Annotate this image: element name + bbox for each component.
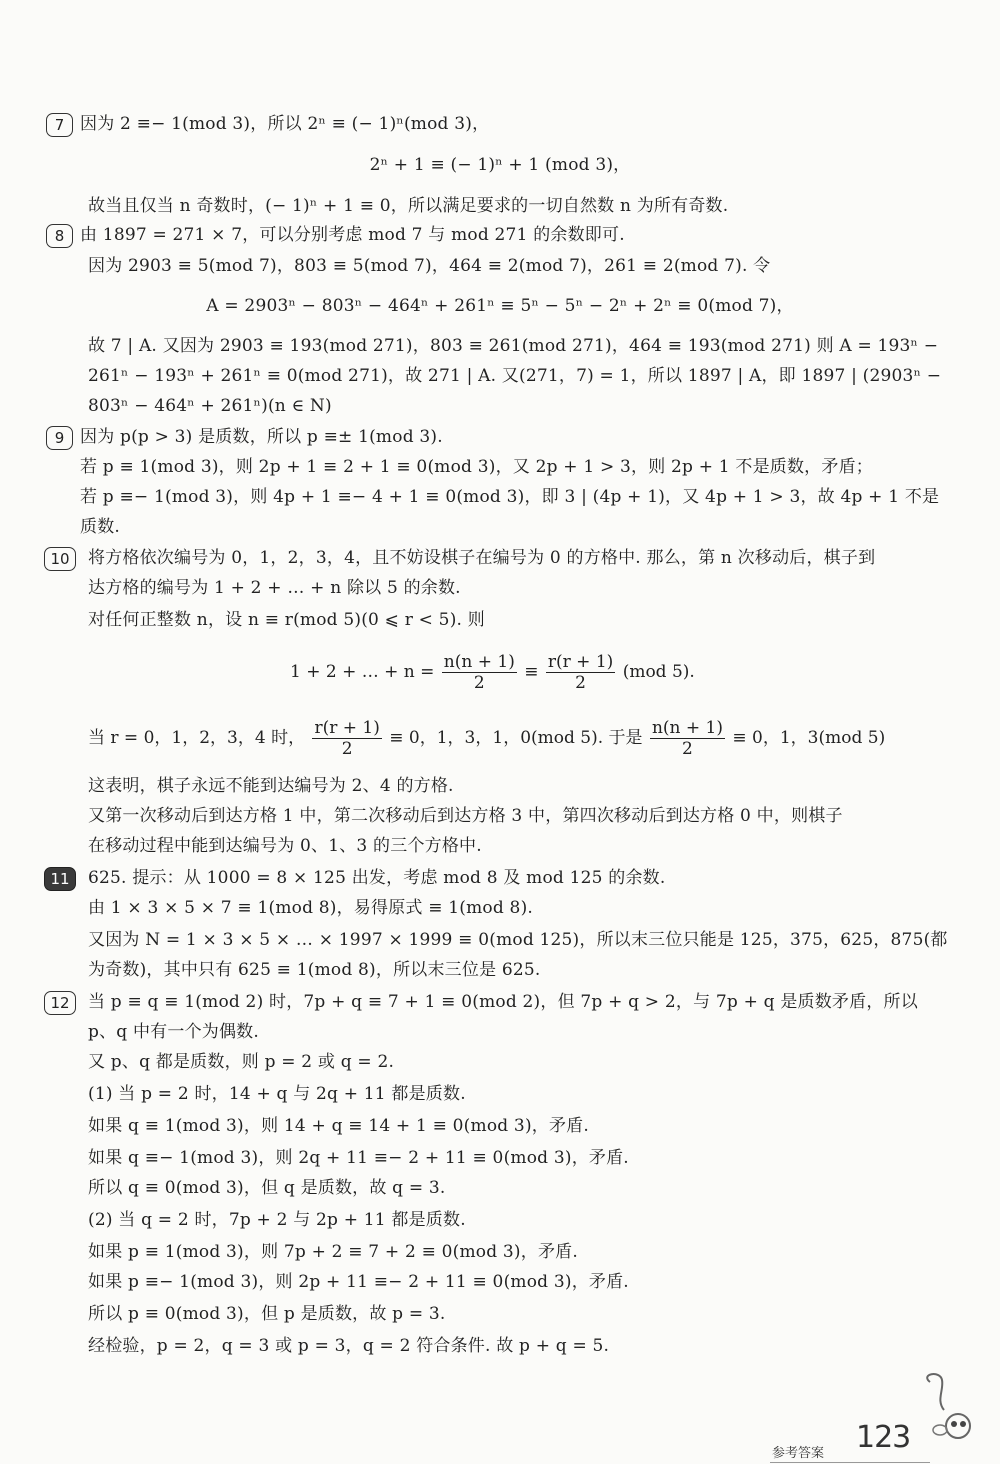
q11-line-1: 625. 提示：从 1000 = 8 × 125 出发，考虑 mod 8 及 mod 125 的余数. [88,868,666,888]
fraction [546,652,615,693]
q12-line-7: 所以 q ≡ 0(mod 3)，但 q 是质数，故 q = 3. [88,1178,446,1198]
q10-line-5: 这表明，棋子永远不能到达编号为 2、4 的方格. [88,776,454,796]
q8-line-2: 因为 2903 ≡ 5(mod 7)，803 ≡ 5(mod 7)，464 ≡ 2(mod 7)，261 ≡ 2(mod 7). 令 [88,256,771,276]
fraction-numerator: r(r + 1) [547,652,614,672]
fraction-numerator: r(r + 1) [314,718,380,738]
fraction [650,718,725,759]
q10-sum-equation [290,652,695,693]
q12-line-9: 如果 p ≡ 1(mod 3)，则 7p + 2 ≡ 7 + 2 ≡ 0(mod 3)，矛盾. [88,1242,578,1262]
fraction [312,718,381,759]
question-number-badge: 12 [44,991,76,1015]
q12-line-5: 如果 q ≡ 1(mod 3)，则 14 + q ≡ 14 + 1 ≡ 0(mod 3)，矛盾. [88,1116,589,1136]
q9-line-2: 若 p ≡ 1(mod 3)，则 2p + 1 ≡ 2 + 1 ≡ 0(mod 3)，又 2p + 1 > 3，则 2p + 1 不是质数，矛盾； [80,457,873,477]
q12-line-10: 如果 p ≡− 1(mod 3)，则 2p + 11 ≡− 2 + 11 ≡ 0(mod 3)，矛盾. [88,1272,629,1292]
q8-line-1: 由 1897 = 271 × 7，可以分别考虑 mod 7 与 mod 271 的余数即可. [80,225,625,245]
footer-divider [770,1462,930,1463]
q12-line-12: 经检验，p = 2，q = 3 或 p = 3，q = 2 符合条件. 故 p + q = 5. [88,1336,610,1356]
q12-line-8: (2) 当 q = 2 时，7p + 2 与 2p + 11 都是质数. [88,1210,466,1230]
q8-line-5: 803ⁿ − 464ⁿ + 261ⁿ)(n ∈ N) [88,396,332,416]
page-number: 123 [856,1420,911,1455]
q8-line-4: 261ⁿ − 193ⁿ + 261ⁿ ≡ 0(mod 271)，故 271 | A. 又(271，7) = 1，所以 1897 | A，即 1897 | (2903ⁿ − [88,366,942,386]
q12-line-1: 当 p ≡ q ≡ 1(mod 2) 时，7p + q ≡ 7 + 1 ≡ 0(mod 2)，但 7p + q > 2，与 7p + q 是质数矛盾，所以 [88,992,918,1012]
question-number-badge: 7 [46,113,73,137]
q9-line-1: 因为 p(p > 3) 是质数，所以 p ≡± 1(mod 3). [80,427,443,447]
equation-text: 当 r = 0，1，2，3，4 时， [88,728,306,748]
q10-line-3: 对任何正整数 n，设 n ≡ r(mod 5)(0 ⩽ r < 5). 则 [88,610,485,630]
question-number-badge: 11 [44,867,76,891]
fraction-denominator: 2 [575,673,586,693]
q11-line-3: 又因为 N = 1 × 3 × 5 × … × 1997 × 1999 ≡ 0(mod 125)，所以末三位只能是 125，375，625，875(都 [88,930,948,950]
q8-line-3: 故 7 | A. 又因为 2903 ≡ 193(mod 271)，803 ≡ 261(mod 271)，464 ≡ 193(mod 271) 则 A = 193ⁿ − [88,336,939,356]
fraction-denominator: 2 [341,739,353,759]
q10-line-1: 将方格依次编号为 0，1，2，3，4，且不妨设棋子在编号为 0 的方格中. 那么，第 n 次移动后，棋子到 [88,548,876,568]
q10-residue-line [88,718,885,759]
equation-text: (mod 5). [622,662,695,682]
q8-equation: A = 2903ⁿ − 803ⁿ − 464ⁿ + 261ⁿ ≡ 5ⁿ − 5ⁿ − 2ⁿ + 2ⁿ ≡ 0(mod 7)， [206,296,794,316]
q7-line-2: 故当且仅当 n 奇数时，(− 1)ⁿ + 1 ≡ 0，所以满足要求的一切自然数 n 为所有奇数. [88,196,729,216]
q12-line-4: (1) 当 p = 2 时，14 + q 与 2q + 11 都是质数. [88,1084,466,1104]
q7-equation: 2ⁿ + 1 ≡ (− 1)ⁿ + 1 (mod 3)， [369,155,631,175]
question-number-badge: 9 [46,426,73,450]
question-number-badge: 10 [44,547,76,571]
q10-line-2: 达方格的编号为 1 + 2 + … + n 除以 5 的余数. [88,578,461,598]
equation-text: ≡ 0，1，3(mod 5) [732,728,886,748]
footer-section-label: 参考答案 [772,1446,825,1461]
q11-line-2: 由 1 × 3 × 5 × 7 ≡ 1(mod 8)，易得原式 ≡ 1(mod 8). [88,898,534,918]
q12-line-3: 又 p、q 都是质数，则 p = 2 或 q = 2. [88,1052,395,1072]
q12-line-11: 所以 p ≡ 0(mod 3)，但 p 是质数，故 p = 3. [88,1304,446,1324]
fraction-denominator: 2 [682,739,693,759]
fraction-denominator: 2 [473,673,485,693]
q12-line-2: p、q 中有一个为偶数. [88,1022,259,1042]
mascot-icon [900,1370,990,1450]
q10-line-6: 又第一次移动后到达方格 1 中，第二次移动后到达方格 3 中，第四次移动后到达方格 0 中，则棋子 [88,806,843,826]
question-number-badge: 8 [46,224,73,248]
fraction-numerator: n(n + 1) [443,652,515,672]
q9-line-3: 若 p ≡− 1(mod 3)，则 4p + 1 ≡− 4 + 1 ≡ 0(mod 3)，即 3 | (4p + 1)，又 4p + 1 > 3，故 4p + 1 不是 [80,487,940,507]
equation-text: ≡ [524,662,539,682]
equation-text: 1 + 2 + … + n = [290,662,435,682]
fraction-numerator: n(n + 1) [651,718,723,738]
fraction [442,652,517,693]
equation-text: ≡ 0，1，3，1，0(mod 5). 于是 [389,728,643,748]
q12-line-6: 如果 q ≡− 1(mod 3)，则 2q + 11 ≡− 2 + 11 ≡ 0(mod 3)，矛盾. [88,1148,629,1168]
q10-line-7: 在移动过程中能到达编号为 0、1、3 的三个方格中. [88,836,482,856]
q11-line-4: 为奇数)，其中只有 625 ≡ 1(mod 8)，所以末三位是 625. [88,960,541,980]
q7-line-1: 因为 2 ≡− 1(mod 3)，所以 2ⁿ ≡ (− 1)ⁿ(mod 3)， [80,114,490,134]
q9-line-4: 质数. [80,517,121,537]
